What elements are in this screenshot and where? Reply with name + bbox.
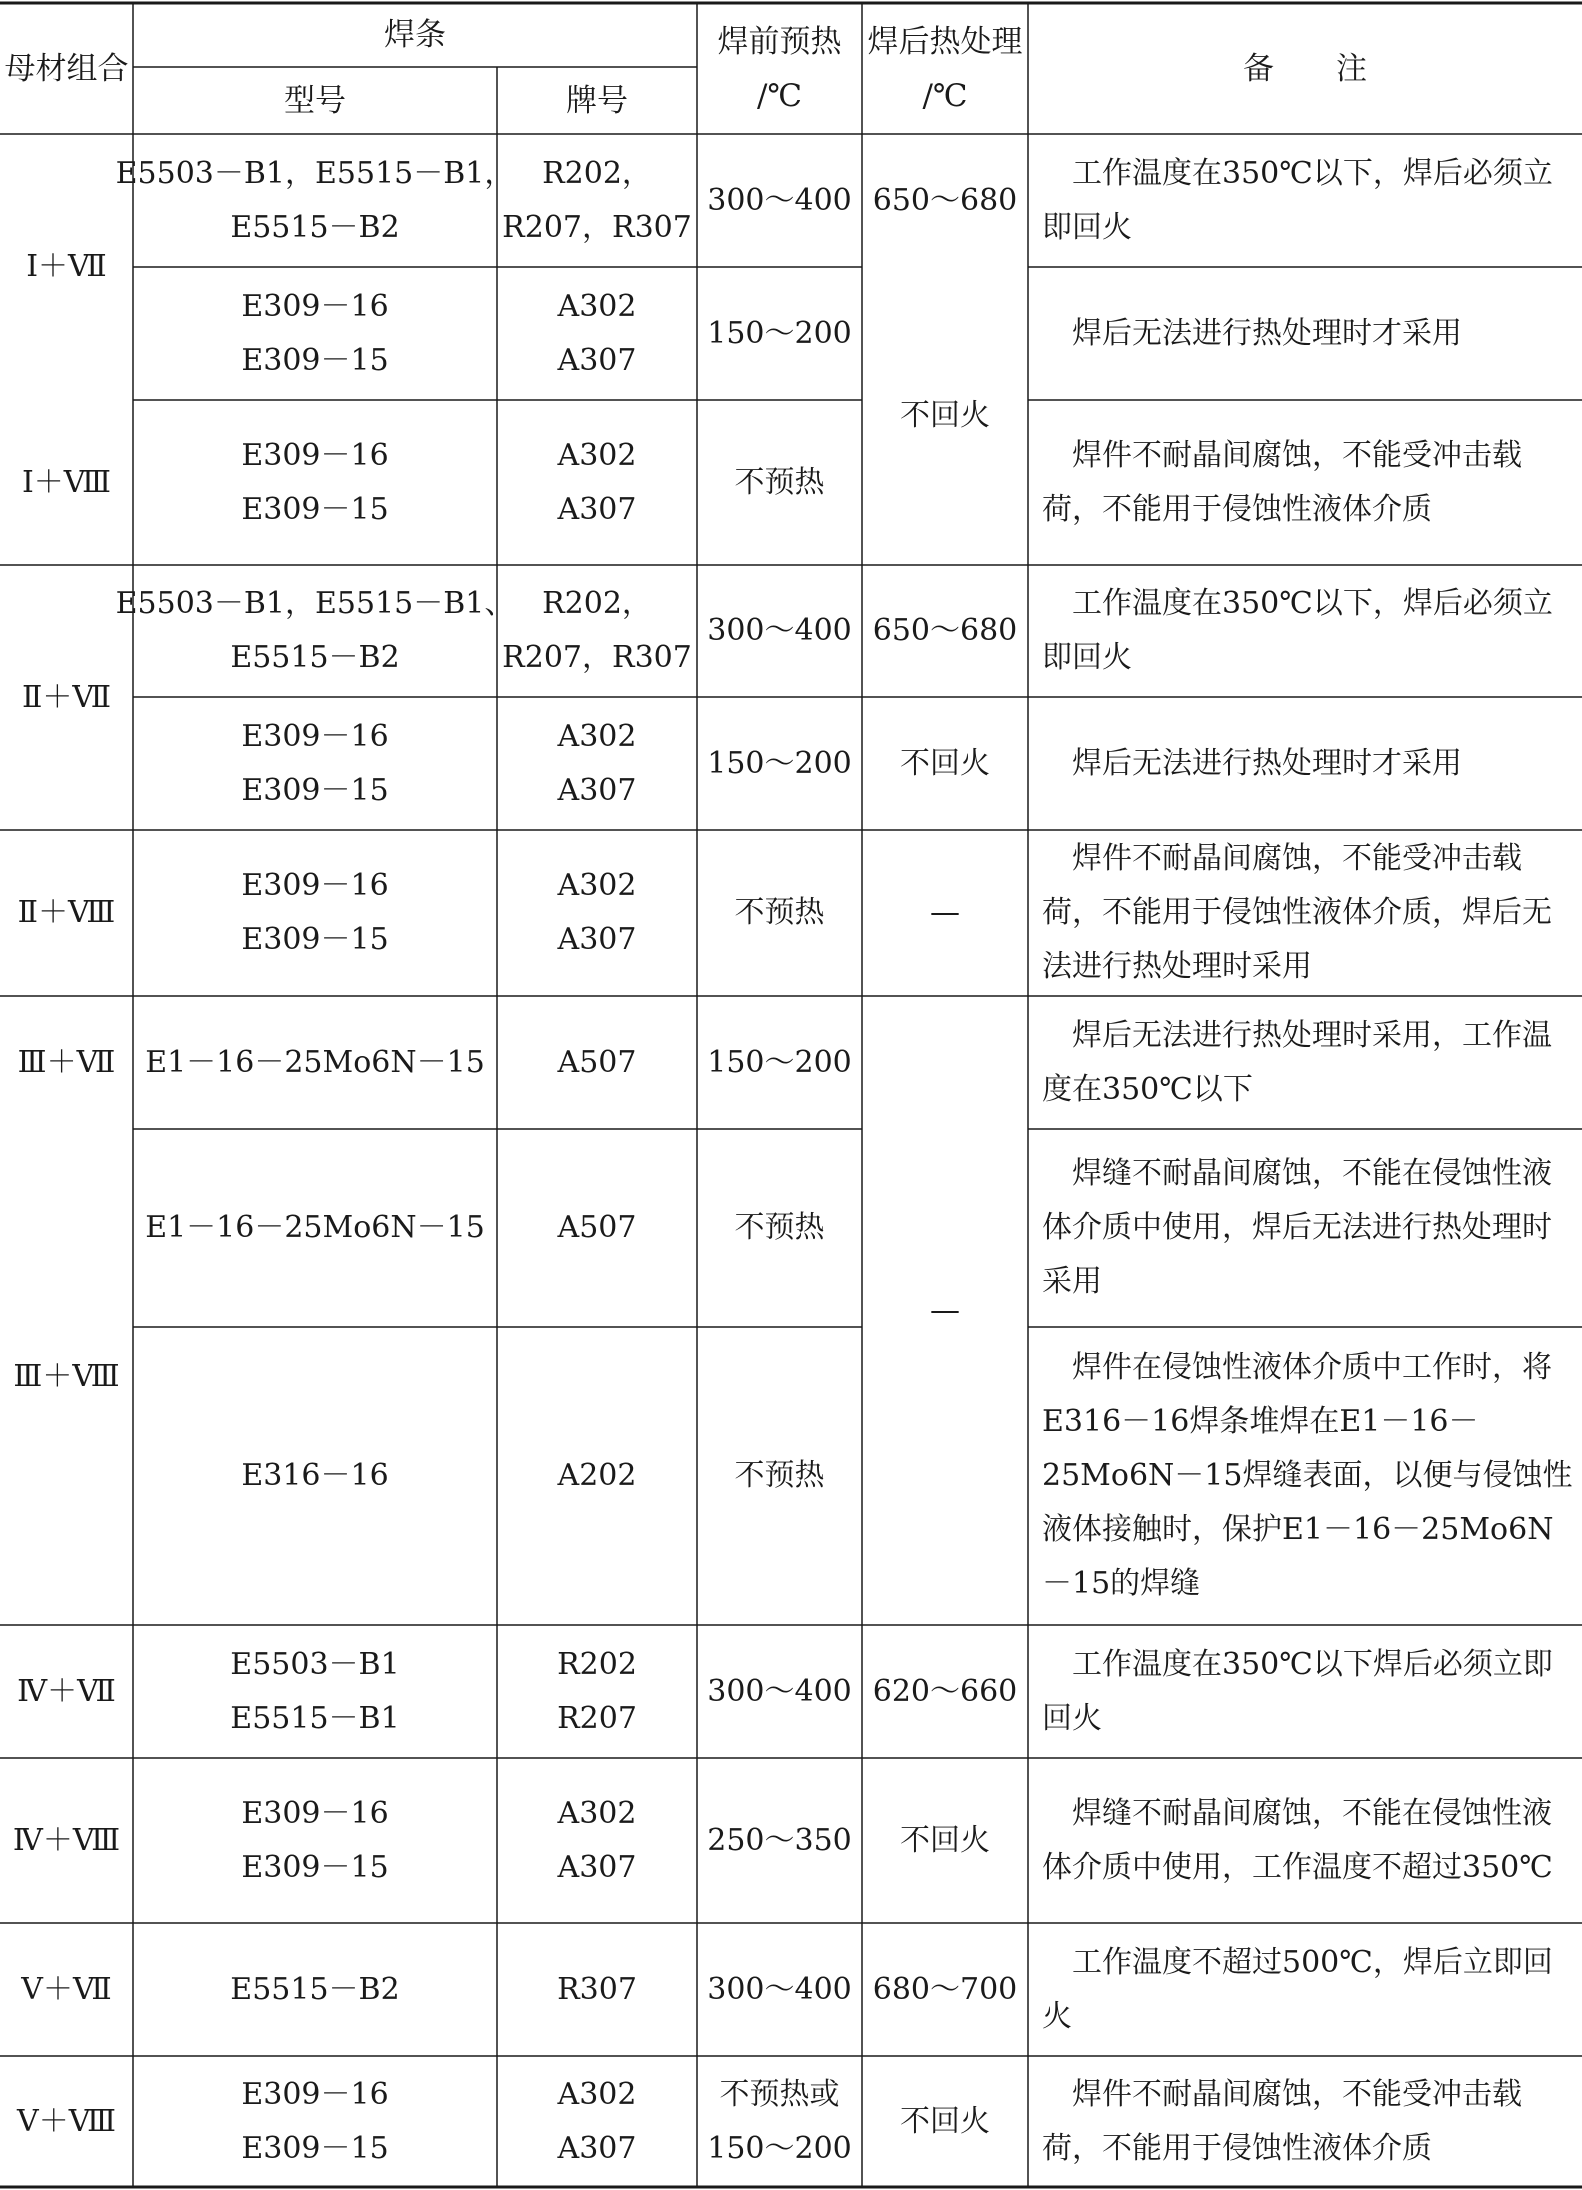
note-cell: 工作温度不超过500℃，焊后立即回火 (1042, 1944, 1553, 2034)
note-cell: 焊件不耐晶间腐蚀，不能受冲击载荷，不能用于侵蚀性液体介质 (1042, 437, 1522, 527)
post-heat-cell: 680～700 (872, 1971, 1018, 2007)
header-preheat: 焊前预热 /℃ (717, 23, 842, 114)
post-heat-cell-merged: — (930, 1292, 960, 1328)
model-cell: E1－16－25Mo6N－15 (145, 1044, 485, 1080)
header-base-metal: 母材组合 (4, 50, 129, 87)
combo-cell: Ⅰ＋Ⅷ (21, 464, 112, 500)
post-heat-cell-merged: 不回火 (900, 398, 990, 433)
note-cell: 工作温度在350℃以下焊后必须立即回火 (1042, 1646, 1553, 1736)
model-cell: E5503－B1，E5515－B1、 E5515－B2 (115, 586, 515, 675)
note-cell: 焊件在侵蚀性液体介质中工作时，将E316－16焊条堆焊在E1－16－25Mo6N－15焊缝表面，以便与侵蚀性液体接触时，保护E1－16－25Mo6N－15的焊缝 (1042, 1350, 1573, 1601)
brand-cell: R202， R207，R307 (502, 586, 692, 675)
header-post-heat: 焊后热处理 /℃ (867, 23, 1023, 114)
note-cell: 焊后无法进行热处理时才采用 (1042, 315, 1462, 351)
brand-cell: R202 R207 (557, 1646, 637, 1736)
brand-cell: A302 A307 (557, 2076, 637, 2166)
model-cell: E5503－B1，E5515－B1， E5515－B2 (115, 155, 515, 245)
preheat-cell: 不预热 (734, 1458, 825, 1493)
note-cell: 工作温度在350℃以下，焊后必须立即回火 (1042, 155, 1553, 245)
post-heat-cell: 620～660 (872, 1673, 1018, 1709)
brand-cell: A507 (557, 1210, 637, 1245)
post-heat-cell: — (930, 895, 960, 930)
preheat-cell: 150～200 (707, 1044, 852, 1080)
model-cell: E316－16 (241, 1458, 389, 1493)
post-heat-cell: 不回火 (900, 745, 990, 781)
model-cell: E309－16 E309－15 (241, 868, 389, 957)
preheat-cell: 不预热 (734, 1210, 825, 1245)
model-cell: E309－16 E309－15 (241, 718, 389, 808)
preheat-cell: 150～200 (707, 315, 852, 351)
note-cell: 焊后无法进行热处理时采用，工作温度在350℃以下 (1042, 1017, 1552, 1107)
combo-cell: Ⅲ＋Ⅶ (17, 1044, 116, 1080)
combo-cell: Ⅴ＋Ⅷ (17, 2103, 116, 2139)
combo-cell: Ⅴ＋Ⅶ (21, 1971, 112, 2007)
model-cell: E309－16 E309－15 (241, 437, 389, 527)
preheat-cell: 不预热 (734, 895, 825, 930)
combo-cell: Ⅳ＋Ⅶ (17, 1673, 116, 1709)
combo-cell: Ⅰ＋Ⅶ (26, 249, 107, 284)
brand-cell: A202 (557, 1458, 637, 1493)
post-heat-cell: 不回火 (900, 1822, 990, 1858)
combo-cell: Ⅱ＋Ⅶ (21, 679, 112, 715)
header-model: 型号 (284, 82, 346, 119)
header-brand: 牌号 (566, 82, 628, 119)
post-heat-cell: 650～680 (872, 613, 1018, 648)
preheat-cell: 300～400 (707, 1971, 852, 2007)
brand-cell: R307 (557, 1971, 637, 2007)
brand-cell: A302 A307 (557, 718, 637, 808)
model-cell: E5515－B2 (230, 1971, 400, 2007)
preheat-cell: 250～350 (707, 1822, 852, 1858)
brand-cell: R202， R207，R307 (502, 155, 692, 245)
combo-cell: Ⅳ＋Ⅷ (12, 1822, 121, 1858)
post-heat-cell: 650～680 (872, 182, 1018, 218)
combo-cell: Ⅲ＋Ⅷ (13, 1359, 120, 1394)
preheat-cell: 不预热 (734, 464, 825, 500)
preheat-cell: 300～400 (707, 1673, 852, 1709)
note-cell: 工作温度在350℃以下，焊后必须立即回火 (1042, 586, 1553, 675)
note-cell: 焊缝不耐晶间腐蚀，不能在侵蚀性液体介质中使用，焊后无法进行热处理时采用 (1042, 1156, 1552, 1299)
note-cell: 焊后无法进行热处理时才采用 (1042, 745, 1462, 781)
brand-cell: A302 A307 (557, 288, 637, 378)
combo-cell: Ⅱ＋Ⅷ (17, 895, 116, 930)
model-cell: E309－16 E309－15 (241, 2076, 389, 2166)
brand-cell: A302 A307 (557, 868, 637, 957)
note-cell: 焊件不耐晶间腐蚀，不能受冲击载荷，不能用于侵蚀性液体介质，焊后无法进行热处理时采用 (1042, 841, 1552, 984)
model-cell: E309－16 E309－15 (241, 288, 389, 378)
model-cell: E309－16 E309－15 (241, 1795, 389, 1885)
brand-cell: A302 A307 (557, 437, 637, 527)
brand-cell: A302 A307 (557, 1795, 637, 1885)
header-remarks: 备 注 (1243, 50, 1367, 87)
header-electrode: 焊条 (384, 17, 446, 53)
model-cell: E5503－B1 E5515－B1 (230, 1646, 400, 1736)
note-cell: 焊缝不耐晶间腐蚀，不能在侵蚀性液体介质中使用，工作温度不超过350℃ (1042, 1795, 1553, 1885)
brand-cell: A507 (557, 1044, 637, 1080)
preheat-cell: 150～200 (707, 745, 852, 781)
model-cell: E1－16－25Mo6N－15 (145, 1210, 485, 1245)
preheat-cell: 300～400 (707, 182, 852, 218)
post-heat-cell: 不回火 (900, 2103, 990, 2139)
preheat-cell: 不预热或 150～200 (707, 2076, 852, 2166)
preheat-cell: 300～400 (707, 613, 852, 648)
note-cell: 焊件不耐晶间腐蚀，不能受冲击载荷，不能用于侵蚀性液体介质 (1042, 2076, 1522, 2166)
